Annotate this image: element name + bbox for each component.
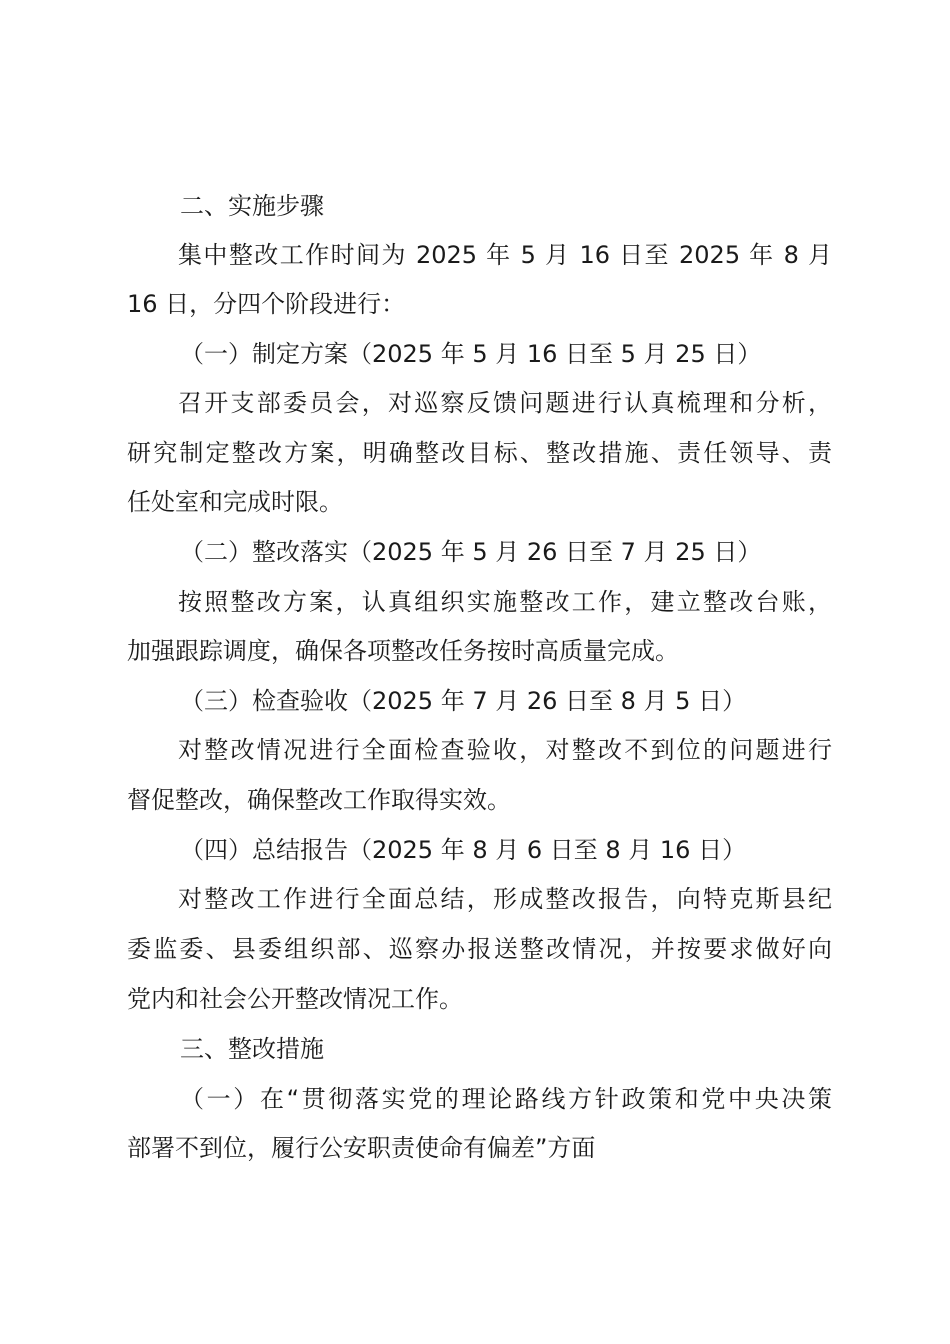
- section-heading-implementation-steps: 二、实施步骤: [180, 192, 324, 220]
- subsection-heading-line: 部署不到位，履行公安职责使命有偏差”方面: [127, 1134, 596, 1162]
- stage-heading-1: （一）制定方案（2025 年 5 月 16 日至 5 月 25 日）: [180, 340, 762, 368]
- stage-heading-4: （四）总结报告（2025 年 8 月 6 日至 8 月 16 日）: [180, 836, 747, 864]
- stage-heading-3: （三）检查验收（2025 年 7 月 26 日至 8 月 5 日）: [180, 687, 747, 715]
- paragraph-line: 16 日，分四个阶段进行：: [127, 290, 406, 318]
- paragraph-line: 按照整改方案，认真组织实施整改工作，建立整改台账，: [178, 588, 832, 616]
- stage-heading-2: （二）整改落实（2025 年 5 月 26 日至 7 月 25 日）: [180, 538, 762, 566]
- paragraph-line: 党内和社会公开整改情况工作。: [127, 985, 463, 1013]
- subsection-heading-line: （一）在“贯彻落实党的理论路线方针政策和党中央决策: [180, 1085, 832, 1113]
- paragraph-line: 研究制定整改方案，明确整改目标、整改措施、责任领导、责: [127, 439, 832, 467]
- section-heading-rectification-measures: 三、整改措施: [180, 1035, 324, 1063]
- paragraph-line: 加强跟踪调度，确保各项整改任务按时高质量完成。: [127, 637, 679, 665]
- paragraph-line: 督促整改，确保整改工作取得实效。: [127, 786, 511, 814]
- paragraph-line: 任处室和完成时限。: [127, 488, 343, 516]
- paragraph-line: 对整改工作进行全面总结，形成整改报告，向特克斯县纪: [178, 885, 832, 913]
- paragraph-line: 集中整改工作时间为 2025 年 5 月 16 日至 2025 年 8 月: [178, 241, 832, 269]
- paragraph-line: 召开支部委员会，对巡察反馈问题进行认真梳理和分析，: [178, 389, 832, 417]
- paragraph-line: 对整改情况进行全面检查验收，对整改不到位的问题进行: [178, 736, 832, 764]
- paragraph-line: 委监委、县委组织部、巡察办报送整改情况，并按要求做好向: [127, 935, 832, 963]
